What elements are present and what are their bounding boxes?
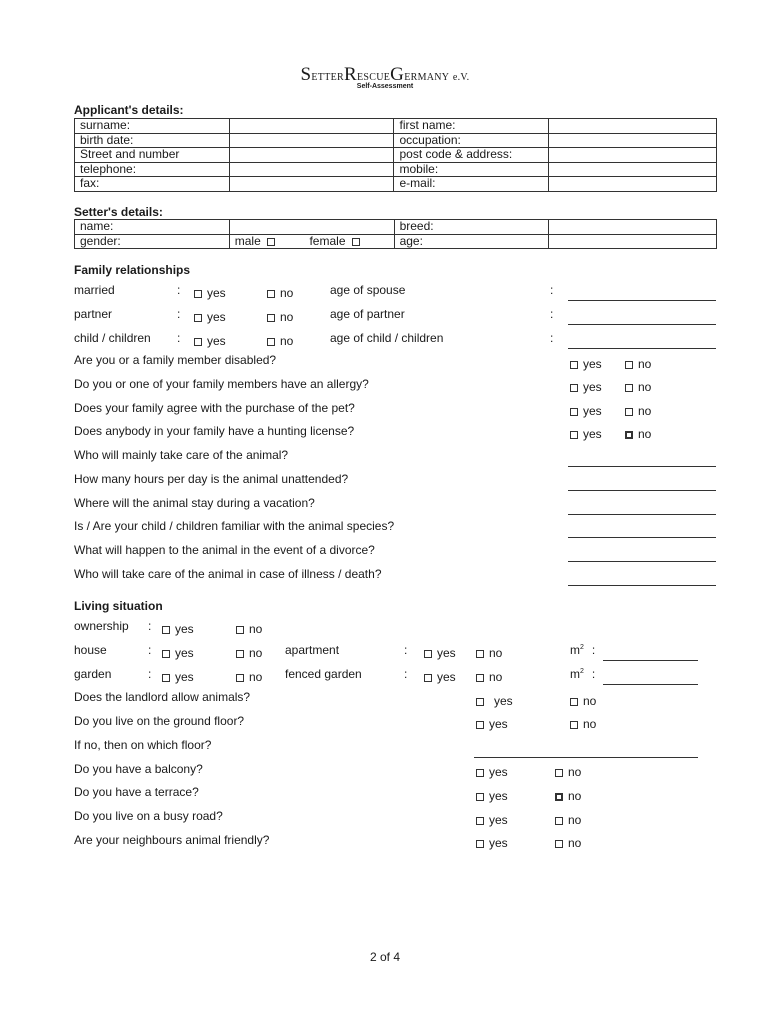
- telephone-field[interactable]: [229, 162, 394, 177]
- divorce-answer-line[interactable]: [568, 561, 716, 562]
- checkbox-icon: [267, 314, 275, 322]
- title-word: ERMANY: [404, 72, 450, 83]
- setter-heading: Setter's details:: [74, 205, 163, 219]
- option-label: yes: [207, 286, 226, 300]
- garden-area-line[interactable]: [603, 684, 698, 685]
- balcony-question: Do you have a balcony?: [74, 762, 203, 776]
- age-of-partner-label: age of partner: [330, 307, 405, 321]
- applicant-table: [74, 118, 717, 192]
- birth-date-field[interactable]: [229, 133, 394, 148]
- title-suffix: e.V.: [452, 72, 470, 83]
- hunting-question: Does anybody in your family have a hunting license?: [74, 424, 355, 438]
- checkbox-icon: [162, 674, 170, 682]
- house-colon: :: [148, 643, 152, 657]
- option-label: no: [249, 646, 263, 660]
- terrace-no-option[interactable]: [555, 789, 581, 803]
- option-label: no: [489, 646, 503, 660]
- option-label: no: [568, 789, 582, 803]
- option-label: yes: [583, 357, 602, 371]
- checkbox-icon: [476, 650, 484, 658]
- checkbox-icon: [236, 674, 244, 682]
- busy-road-question: Do you live on a busy road?: [74, 809, 223, 823]
- checkbox-icon: [476, 769, 484, 777]
- age-of-partner-line[interactable]: [568, 324, 716, 325]
- age-of-spouse-label: age of spouse: [330, 283, 406, 297]
- option-label: no: [568, 813, 582, 827]
- landlord-no-option[interactable]: [570, 694, 596, 708]
- married-colon: :: [177, 283, 181, 297]
- table-row: [75, 148, 717, 163]
- ownership-colon: :: [148, 619, 152, 633]
- garden-colon: :: [148, 667, 152, 681]
- landlord-question: Does the landlord allow animals?: [74, 690, 251, 704]
- ground-floor-no-option[interactable]: [570, 717, 596, 731]
- checkbox-icon: [424, 674, 432, 682]
- email-label: e-mail:: [394, 177, 549, 192]
- unit-superscript: 2: [580, 644, 584, 651]
- title-word: ESCUE: [356, 72, 391, 83]
- family-heading: Family relationships: [74, 263, 191, 277]
- age-of-partner-colon: :: [550, 307, 554, 321]
- checkbox-icon: [476, 840, 484, 848]
- breed-field[interactable]: [549, 220, 717, 235]
- option-label: yes: [207, 310, 226, 324]
- apartment-colon: :: [404, 643, 408, 657]
- unit-label: m: [570, 643, 580, 657]
- checkbox-icon: [476, 817, 484, 825]
- garden-yes-option[interactable]: [162, 670, 194, 684]
- option-label: yes: [489, 717, 508, 731]
- male-checkbox[interactable]: [267, 238, 275, 246]
- male-label: male: [234, 233, 261, 248]
- ownership-label: ownership: [74, 619, 129, 633]
- option-label: no: [280, 310, 294, 324]
- agree-yes-option[interactable]: [570, 404, 602, 418]
- unit-colon: :: [591, 643, 596, 657]
- title-letter: S: [300, 64, 312, 85]
- fax-label: fax:: [75, 177, 230, 192]
- children-colon: :: [177, 331, 181, 345]
- agree-question: Does your family agree with the purchase of the pet?: [74, 401, 355, 415]
- illness-answer-line[interactable]: [568, 585, 716, 586]
- checkbox-icon: [424, 650, 432, 658]
- agree-no-option[interactable]: [625, 404, 651, 418]
- option-label: yes: [583, 427, 602, 441]
- first-name-label: first name:: [394, 119, 549, 134]
- birth-date-label: birth date:: [75, 133, 230, 148]
- option-label: yes: [489, 789, 508, 803]
- checkbox-icon: [236, 650, 244, 658]
- gender-label: gender:: [75, 234, 230, 249]
- ground-floor-yes-option[interactable]: [476, 717, 508, 731]
- title-letter: R: [344, 64, 357, 85]
- age-field[interactable]: [549, 234, 717, 249]
- age-of-children-label: age of child / children: [330, 331, 444, 345]
- option-label: no: [583, 694, 597, 708]
- children-familiar-answer-line[interactable]: [568, 537, 716, 538]
- checkbox-icon: [570, 431, 578, 439]
- apartment-no-option[interactable]: [476, 646, 502, 660]
- option-label: no: [583, 717, 597, 731]
- age-label: age:: [394, 234, 549, 249]
- fenced-garden-label: fenced garden: [285, 667, 362, 681]
- unit-superscript: 2: [580, 668, 584, 675]
- busy-road-no-option[interactable]: [555, 813, 581, 827]
- house-area-line[interactable]: [603, 660, 698, 661]
- children-no-option[interactable]: [267, 334, 293, 348]
- partner-no-option[interactable]: [267, 310, 293, 324]
- street-label: Street and number: [75, 148, 230, 163]
- age-of-children-line[interactable]: [568, 348, 716, 349]
- hunting-yes-option[interactable]: [570, 427, 602, 441]
- checkbox-icon: [555, 840, 563, 848]
- option-label: yes: [583, 404, 602, 418]
- allergy-yes-option[interactable]: [570, 380, 602, 394]
- checkbox-icon: [555, 817, 563, 825]
- balcony-no-option[interactable]: [555, 765, 581, 779]
- allergy-question: Do you or one of your family members have an allergy?: [74, 377, 369, 391]
- house-area-unit: [570, 643, 595, 657]
- fenced-garden-yes-option[interactable]: [424, 670, 456, 684]
- fenced-garden-no-option[interactable]: [476, 670, 502, 684]
- option-label: no: [249, 622, 263, 636]
- neighbours-yes-option[interactable]: [476, 836, 508, 850]
- table-row: [75, 220, 717, 235]
- table-row: [75, 133, 717, 148]
- table-row: [75, 234, 717, 249]
- option-label: yes: [207, 334, 226, 348]
- apartment-label: apartment: [285, 643, 340, 657]
- occupation-field[interactable]: [549, 133, 717, 148]
- option-label: no: [638, 357, 652, 371]
- checkbox-icon: [194, 314, 202, 322]
- ownership-yes-option[interactable]: [162, 622, 194, 636]
- checkbox-icon: [570, 408, 578, 416]
- option-label: yes: [175, 622, 194, 636]
- option-label: yes: [437, 670, 456, 684]
- fax-field[interactable]: [229, 177, 394, 192]
- checkbox-icon: [162, 650, 170, 658]
- option-label: no: [568, 836, 582, 850]
- disabled-no-option[interactable]: [625, 357, 651, 371]
- option-label: yes: [494, 694, 513, 708]
- terrace-yes-option[interactable]: [476, 789, 508, 803]
- house-label: house: [74, 643, 107, 657]
- unit-label: m: [570, 667, 580, 681]
- option-label: yes: [489, 836, 508, 850]
- checkbox-icon: [236, 626, 244, 634]
- which-floor-answer-line[interactable]: [474, 757, 698, 758]
- option-label: yes: [175, 670, 194, 684]
- age-of-spouse-colon: :: [550, 283, 554, 297]
- age-of-children-colon: :: [550, 331, 554, 345]
- option-label: no: [568, 765, 582, 779]
- divorce-question: What will happen to the animal in the event of a divorce?: [74, 543, 375, 557]
- children-label: child / children: [74, 331, 151, 345]
- table-row: [75, 177, 717, 192]
- children-yes-option[interactable]: [194, 334, 226, 348]
- telephone-label: telephone:: [75, 162, 230, 177]
- checkbox-checked-icon: [625, 431, 633, 439]
- hours-answer-line[interactable]: [568, 490, 716, 491]
- applicant-heading: Applicant's details:: [74, 103, 184, 117]
- option-label: no: [249, 670, 263, 684]
- married-no-option[interactable]: [267, 286, 293, 300]
- garden-no-option[interactable]: [236, 670, 262, 684]
- checkbox-icon: [625, 384, 633, 392]
- caretaker-answer-line[interactable]: [568, 466, 716, 467]
- option-label: yes: [175, 646, 194, 660]
- gender-options: [229, 234, 394, 249]
- option-label: yes: [583, 380, 602, 394]
- female-label: female: [309, 233, 346, 248]
- option-label: no: [638, 404, 652, 418]
- partner-label: partner: [74, 307, 113, 321]
- neighbours-no-option[interactable]: [555, 836, 581, 850]
- page-subtitle: Self-Assessment: [356, 83, 414, 90]
- ownership-no-option[interactable]: [236, 622, 262, 636]
- checkbox-icon: [162, 626, 170, 634]
- caretaker-question: Who will mainly take care of the animal?: [74, 448, 289, 462]
- married-yes-option[interactable]: [194, 286, 226, 300]
- title-letter: G: [390, 64, 405, 85]
- option-label: no: [489, 670, 503, 684]
- partner-yes-option[interactable]: [194, 310, 226, 324]
- surname-field[interactable]: [229, 119, 394, 134]
- illness-question: Who will take care of the animal in case of illness / death?: [74, 567, 382, 581]
- checkbox-icon: [570, 721, 578, 729]
- age-of-spouse-line[interactable]: [568, 300, 716, 301]
- table-row: [75, 162, 717, 177]
- occupation-label: occupation:: [394, 133, 549, 148]
- checkbox-icon: [476, 674, 484, 682]
- email-field[interactable]: [549, 177, 717, 192]
- breed-label: breed:: [394, 220, 549, 235]
- mobile-label: mobile:: [394, 162, 549, 177]
- vacation-question: Where will the animal stay during a vacation?: [74, 496, 315, 510]
- setter-table: [74, 219, 717, 249]
- hunting-no-option[interactable]: [625, 427, 651, 441]
- apartment-yes-option[interactable]: [424, 646, 456, 660]
- street-field[interactable]: [229, 148, 394, 163]
- title-word: ETTER: [311, 72, 344, 83]
- checkbox-icon: [570, 384, 578, 392]
- balcony-yes-option[interactable]: [476, 765, 508, 779]
- table-row: [75, 119, 717, 134]
- checkbox-icon: [476, 721, 484, 729]
- surname-label: surname:: [75, 119, 230, 134]
- mobile-field[interactable]: [549, 162, 717, 177]
- setter-name-label: name:: [75, 220, 230, 235]
- checkbox-icon: [476, 793, 484, 801]
- unit-colon: :: [591, 667, 596, 681]
- female-checkbox[interactable]: [352, 238, 360, 246]
- allergy-no-option[interactable]: [625, 380, 651, 394]
- terrace-question: Do you have a terrace?: [74, 785, 199, 799]
- fenced-garden-colon: :: [404, 667, 408, 681]
- disabled-question: Are you or a family member disabled?: [74, 353, 277, 367]
- first-name-field[interactable]: [549, 119, 717, 134]
- checkbox-icon: [476, 698, 484, 706]
- checkbox-icon: [194, 338, 202, 346]
- option-label: no: [280, 286, 294, 300]
- checkbox-icon: [555, 769, 563, 777]
- checkbox-icon: [625, 361, 633, 369]
- checkbox-icon: [625, 408, 633, 416]
- which-floor-question: If no, then on which floor?: [74, 738, 212, 752]
- house-yes-option[interactable]: [162, 646, 194, 660]
- option-label: no: [280, 334, 294, 348]
- checkbox-icon: [194, 290, 202, 298]
- children-familiar-question: Is / Are your child / children familiar with the animal species?: [74, 519, 395, 533]
- garden-area-unit: [570, 667, 595, 681]
- checkbox-icon: [267, 290, 275, 298]
- checkbox-icon: [267, 338, 275, 346]
- option-label: yes: [489, 765, 508, 779]
- checkbox-checked-icon: [555, 793, 563, 801]
- disabled-yes-option[interactable]: [570, 357, 602, 371]
- option-label: no: [638, 380, 652, 394]
- house-no-option[interactable]: [236, 646, 262, 660]
- garden-label: garden: [74, 667, 112, 681]
- landlord-yes-option[interactable]: [476, 694, 513, 708]
- hours-question: How many hours per day is the animal unattended?: [74, 472, 349, 486]
- neighbours-question: Are your neighbours animal friendly?: [74, 833, 270, 847]
- option-label: no: [638, 427, 652, 441]
- checkbox-icon: [570, 361, 578, 369]
- postcode-field[interactable]: [549, 148, 717, 163]
- partner-colon: :: [177, 307, 181, 321]
- setter-name-field[interactable]: [229, 220, 394, 235]
- married-label: married: [74, 283, 115, 297]
- living-heading: Living situation: [74, 599, 163, 613]
- busy-road-yes-option[interactable]: [476, 813, 508, 827]
- option-label: yes: [489, 813, 508, 827]
- vacation-answer-line[interactable]: [568, 514, 716, 515]
- postcode-label: post code & address:: [394, 148, 549, 163]
- option-label: yes: [437, 646, 456, 660]
- page-number: 2 of 4: [369, 950, 401, 964]
- ground-floor-question: Do you live on the ground floor?: [74, 714, 245, 728]
- checkbox-icon: [570, 698, 578, 706]
